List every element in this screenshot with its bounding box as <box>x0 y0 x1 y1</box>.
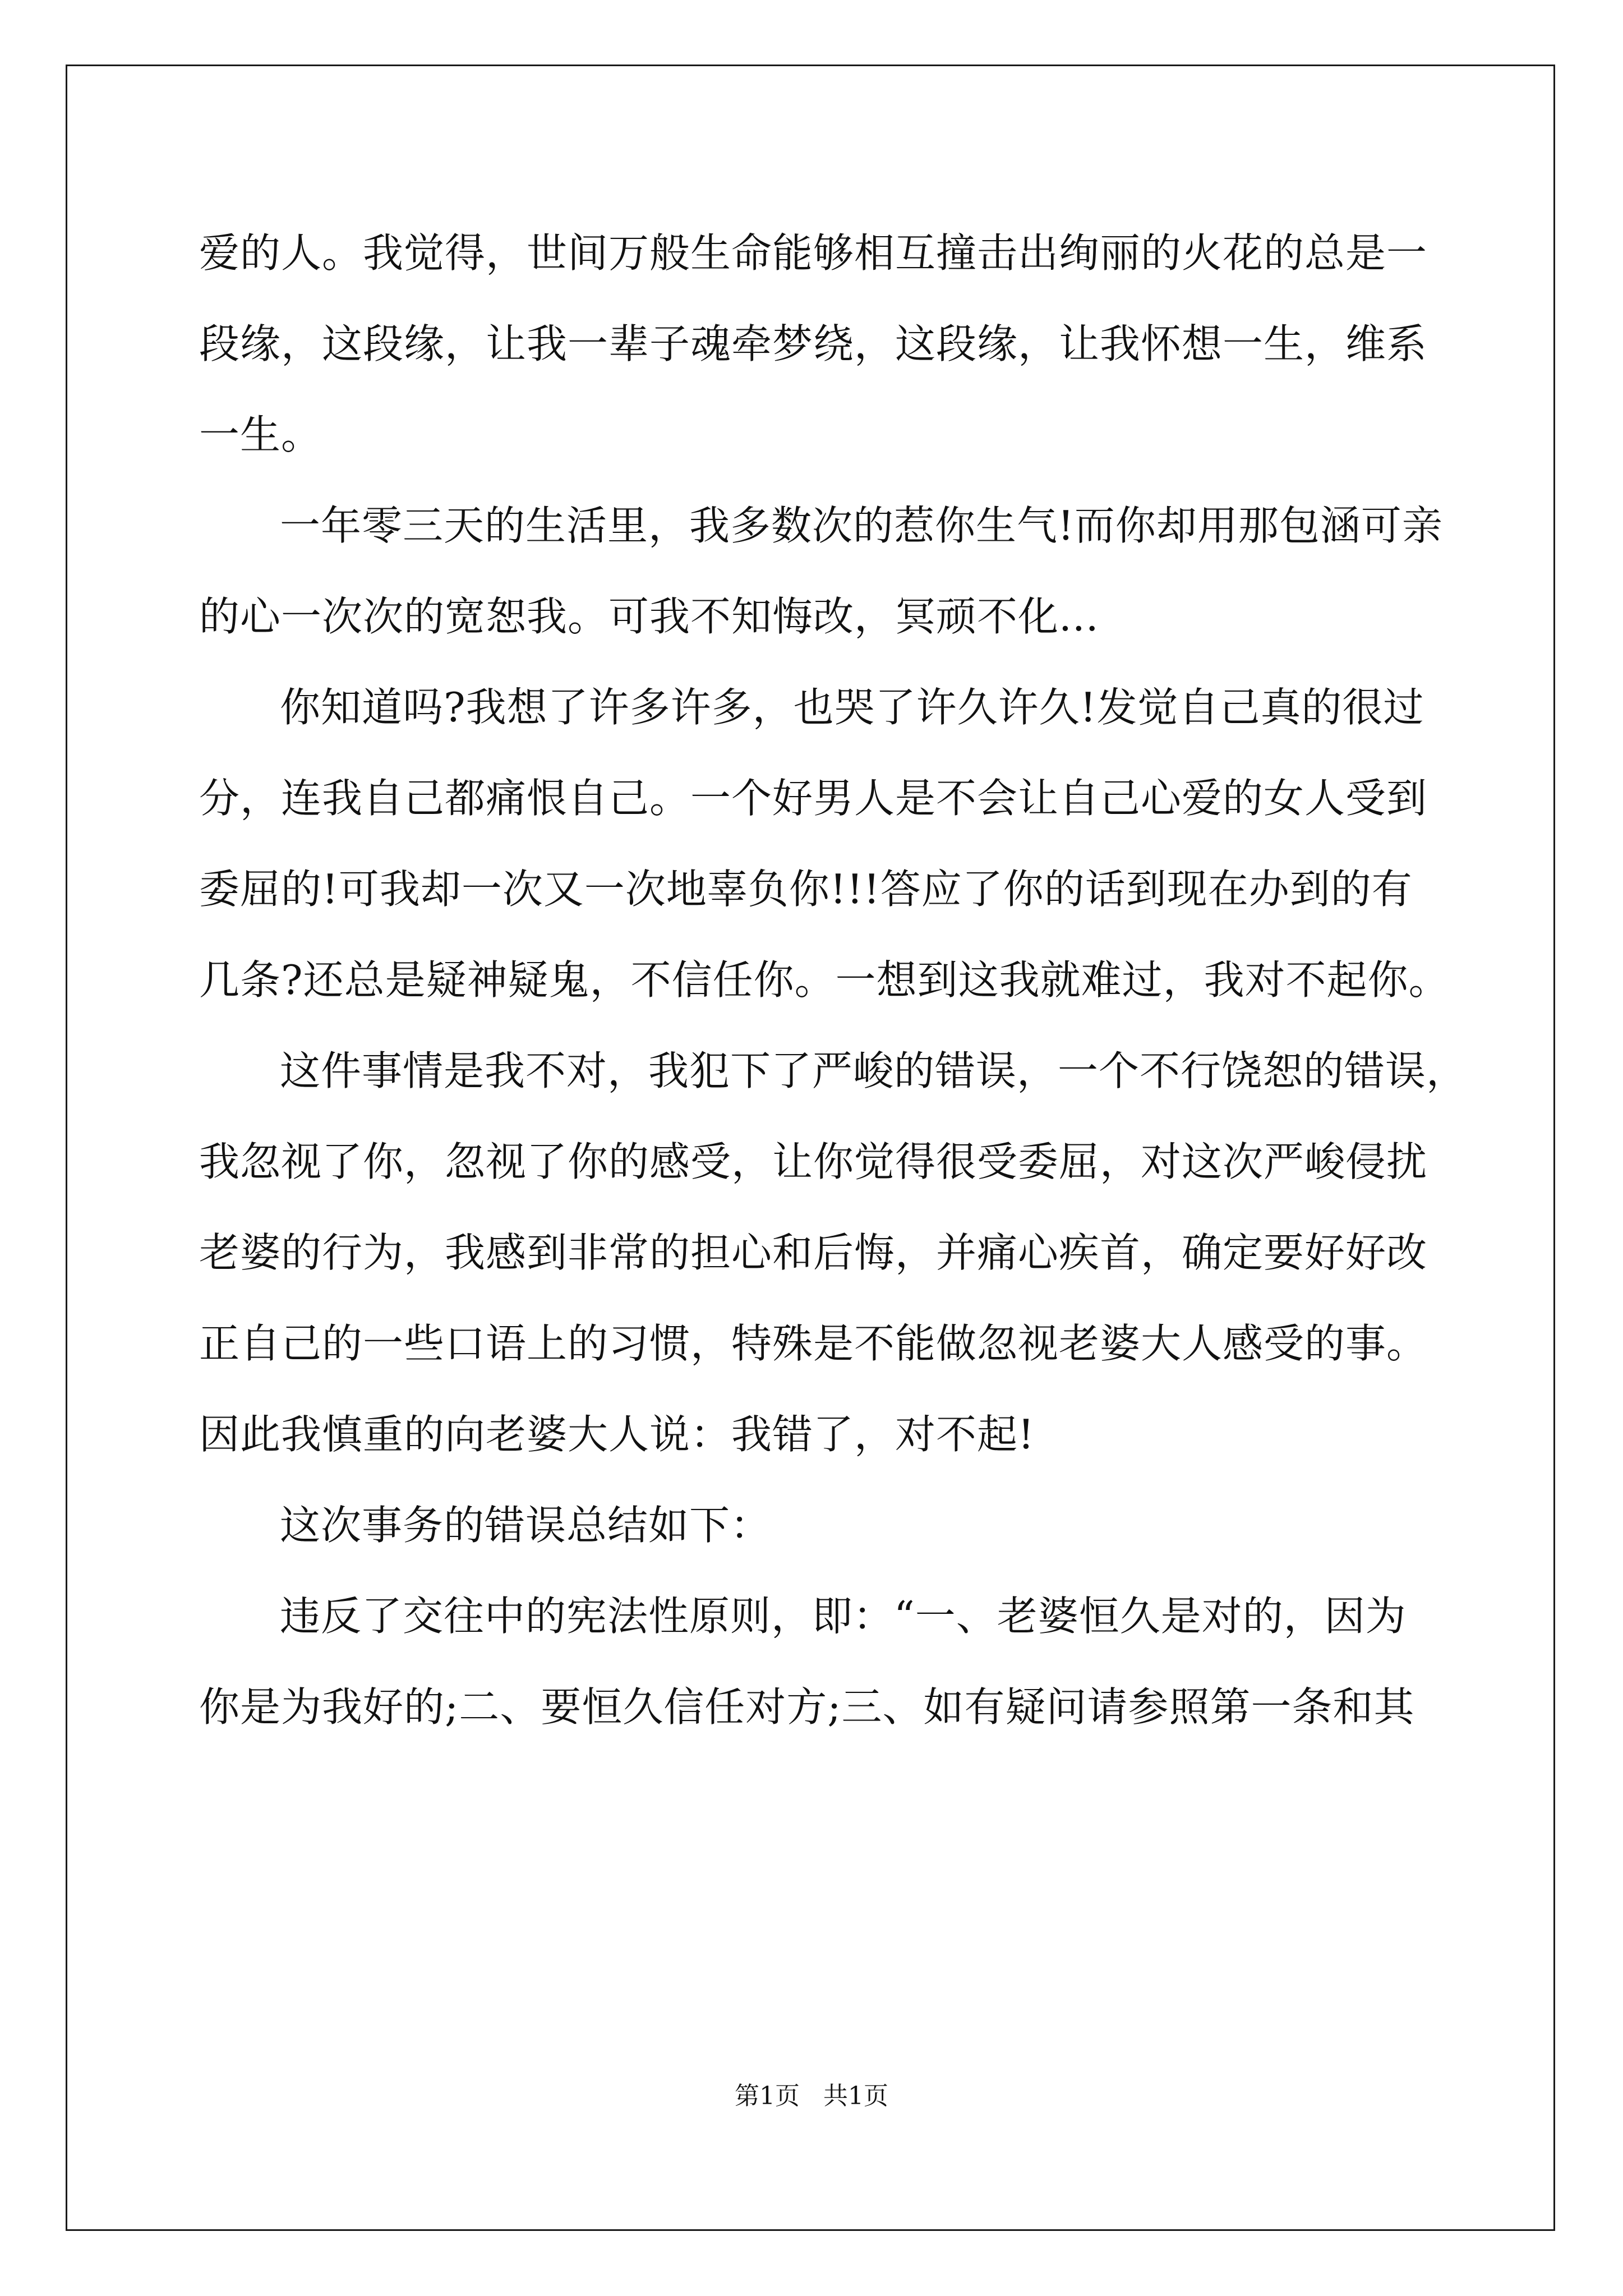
text-line-2: 段缘，这段缘，让我一辈子魂牵梦绕，这段缘，让我怀想一生，维系 <box>199 320 1428 367</box>
text-line-8: 委屈的!可我却一次又一次地辜负你!!!答应了你的话到现在办到的有 <box>199 866 1413 913</box>
text-line-11: 我忽视了你，忽视了你的感受，让你觉得很受委屈，对这次严峻侵扰 <box>199 1138 1428 1185</box>
text-line-16: 违反了交往中的宪法性原则，即：“一、老婆恒久是对的，因为 <box>280 1593 1407 1640</box>
text-line-1: 爱的人。我觉得，世间万般生命能够相互撞击出绚丽的火花的总是一 <box>199 229 1428 277</box>
document-body <box>199 208 1468 1752</box>
text-line-5: 的心一次次的宽恕我。可我不知悔改，冥顽不化... <box>199 593 1099 640</box>
page-footer <box>0 2076 1623 2111</box>
text-line-7: 分，连我自己都痛恨自己。一个好男人是不会让自己心爱的女人受到 <box>199 775 1428 822</box>
text-line-3: 一生。 <box>199 411 322 458</box>
text-line-15: 这次事务的错误总结如下： <box>280 1502 772 1549</box>
text-line-17: 你是为我好的;二、要恒久信任对方;三、如有疑问请参照第一条和其 <box>199 1683 1415 1731</box>
text-line-12: 老婆的行为，我感到非常的担心和后悔，并痛心疾首，确定要好好改 <box>199 1229 1428 1276</box>
page-number-current: 第1页 <box>735 2082 800 2110</box>
text-line-10: 这件事情是我不对，我犯下了严峻的错误，一个不行饶恕的错误， <box>280 1047 1468 1094</box>
text-line-13: 正自己的一些口语上的习惯，特殊是不能做忽视老婆大人感受的事。 <box>199 1320 1428 1367</box>
text-line-6: 你知道吗?我想了许多许多，也哭了许久许久!发觉自己真的很过 <box>280 684 1424 731</box>
page-number-total: 共1页 <box>823 2082 888 2110</box>
text-line-9: 几条?还总是疑神疑鬼，不信任你。一想到这我就难过，我对不起你。 <box>199 956 1450 1004</box>
text-line-14: 因此我慎重的向老婆大人说：我错了，对不起! <box>199 1411 1035 1458</box>
text-line-4: 一年零三天的生活里，我多数次的惹你生气!而你却用那包涵可亲 <box>280 502 1443 549</box>
